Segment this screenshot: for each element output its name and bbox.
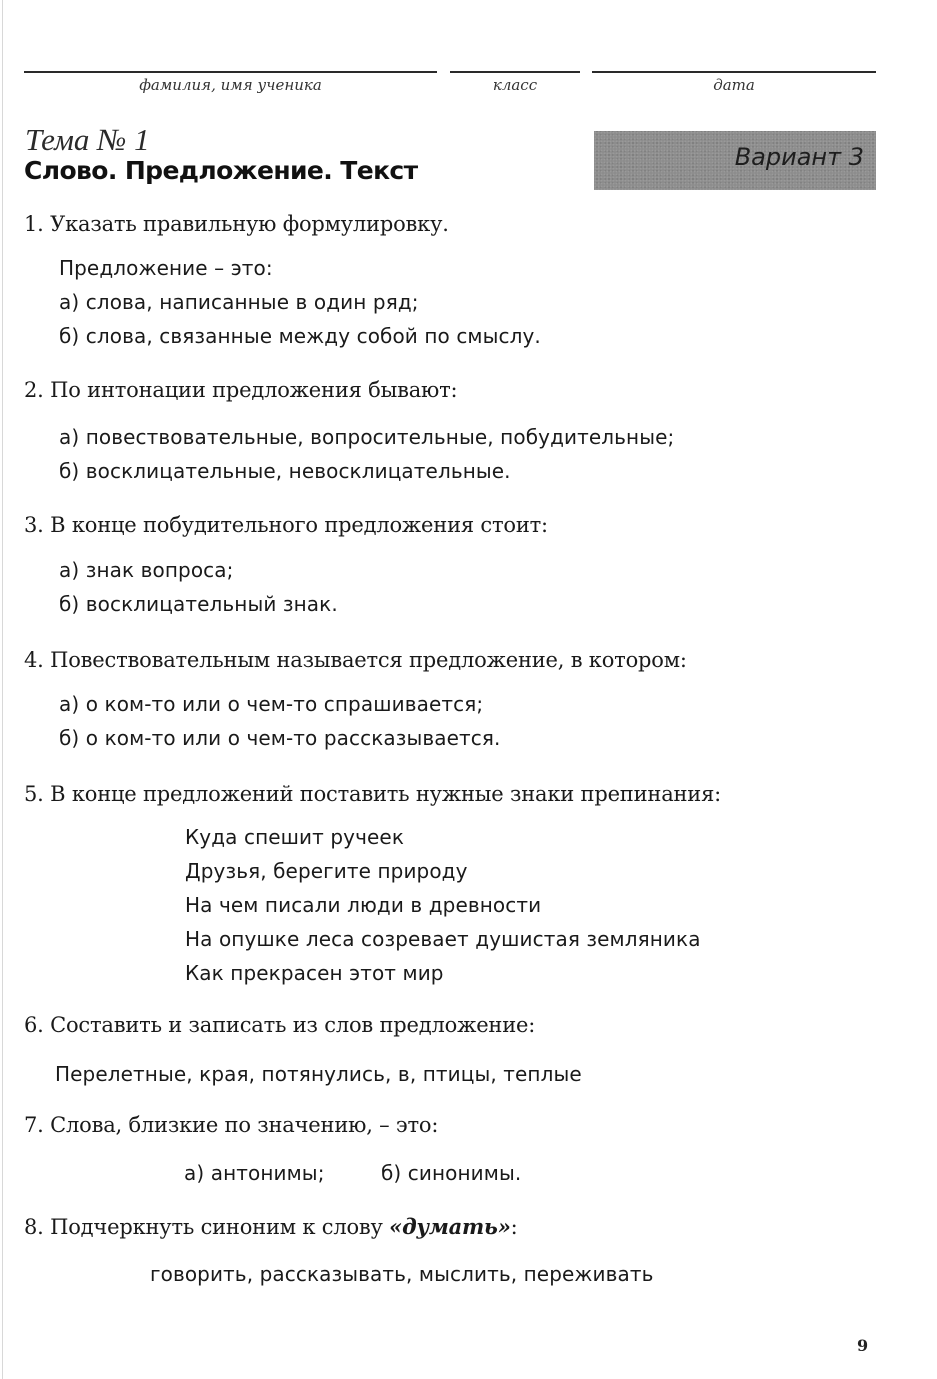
word-list[interactable]: говорить, рассказывать, мыслить, переживать <box>150 1262 654 1286</box>
student-name-line[interactable] <box>24 71 437 73</box>
word-list: Перелетные, края, потянулись, в, птицы, теплые <box>55 1062 582 1086</box>
topic-number: Тема № 1 <box>25 122 150 157</box>
question-punctuation: : <box>510 1215 518 1239</box>
page-number: 9 <box>857 1336 869 1355</box>
question-text <box>24 1214 518 1239</box>
question-prompt: Составить и записать из слов предложение: <box>50 1013 536 1037</box>
variant-label: Вариант 3 <box>734 143 864 171</box>
answer-option[interactable]: б) восклицательные, невосклицательные. <box>59 459 511 483</box>
question-number: 5. <box>24 782 44 806</box>
answer-option[interactable]: а) знак вопроса; <box>59 558 234 582</box>
answer-option[interactable]: а) повествовательные, вопросительные, побудительные; <box>59 425 675 449</box>
student-name-label: фамилия, имя ученика <box>139 76 322 94</box>
emphasized-word: «думать» <box>389 1214 511 1239</box>
answer-option[interactable]: а) о ком-то или о чем-то спрашивается; <box>59 692 484 716</box>
question-number: 2. <box>24 378 44 402</box>
question-text <box>24 1113 438 1137</box>
question-number: 6. <box>24 1013 44 1037</box>
question-number: 1. <box>24 212 44 236</box>
question-text <box>24 212 449 236</box>
question-prompt: В конце предложений поставить нужные знаки препинания: <box>50 782 722 806</box>
answer-option[interactable]: а) слова, написанные в один ряд; <box>59 290 419 314</box>
question-prompt: В конце побудительного предложения стоит: <box>50 513 548 537</box>
page-edge <box>2 0 3 1379</box>
class-line[interactable] <box>450 71 580 73</box>
question-number: 8. <box>24 1215 44 1239</box>
class-label: класс <box>492 76 538 94</box>
question-prompt: Слова, близкие по значению, – это: <box>50 1113 439 1137</box>
date-label: дата <box>713 76 755 94</box>
question-text <box>24 648 687 672</box>
sentence-item: На чем писали люди в древности <box>185 893 542 917</box>
answer-option[interactable]: б) о ком-то или о чем-то рассказывается. <box>59 726 501 750</box>
variant-badge <box>594 131 876 190</box>
question-text <box>24 782 721 806</box>
sentence-item: Друзья, берегите природу <box>185 859 468 883</box>
question-number: 3. <box>24 513 44 537</box>
date-line[interactable] <box>592 71 876 73</box>
question-prompt: Указать правильную формулировку. <box>50 212 449 236</box>
question-text <box>24 1013 535 1037</box>
answer-option[interactable]: б) восклицательный знак. <box>59 592 338 616</box>
sentence-item: На опушке леса созревает душистая земляника <box>185 927 701 951</box>
question-text <box>24 378 457 402</box>
answer-option[interactable]: б) синонимы. <box>381 1161 522 1185</box>
page-title: Слово. Предложение. Текст <box>24 156 418 185</box>
answer-option[interactable]: б) слова, связанные между собой по смыслу. <box>59 324 541 348</box>
question-number: 7. <box>24 1113 44 1137</box>
sentence-item: Как прекрасен этот мир <box>185 961 444 985</box>
question-intro: Предложение – это: <box>59 256 273 280</box>
question-prompt: Подчеркнуть синоним к слову <box>50 1215 390 1239</box>
question-prompt: Повествовательным называется предложение, в котором: <box>50 648 687 672</box>
question-prompt: По интонации предложения бывают: <box>50 378 458 402</box>
question-number: 4. <box>24 648 44 672</box>
sentence-item: Куда спешит ручеек <box>185 825 404 849</box>
answer-option[interactable]: а) антонимы; <box>184 1161 325 1185</box>
question-text <box>24 513 548 537</box>
